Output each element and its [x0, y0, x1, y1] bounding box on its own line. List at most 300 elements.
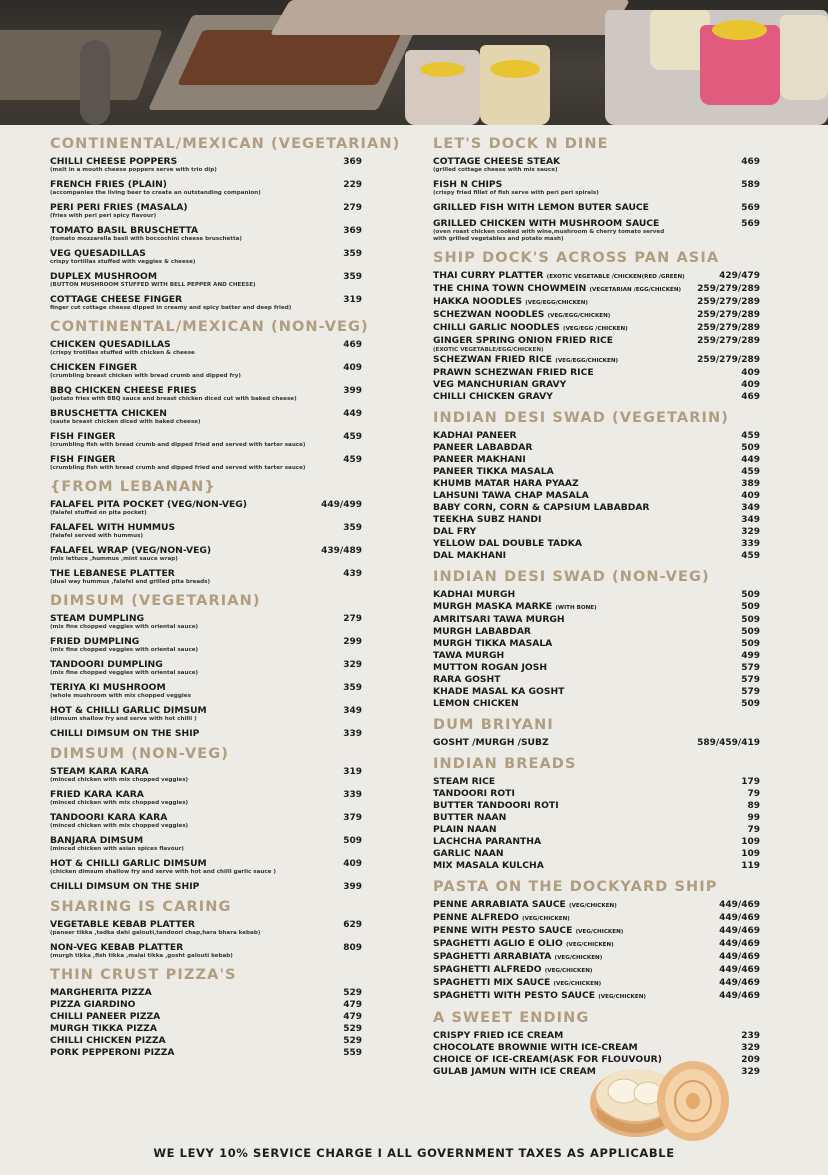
item-name-text: PANEER TIKKA MASALA: [433, 466, 554, 477]
item-name: [50, 454, 115, 465]
item-price: 239: [741, 1031, 760, 1041]
menu-item: [433, 322, 760, 335]
item-price: 439: [343, 569, 362, 579]
item-price: 589: [741, 180, 760, 190]
item-name-text: KHUMB MATAR HARA PYAAZ: [433, 478, 579, 489]
item-name: [50, 522, 175, 533]
item-name: [433, 836, 541, 847]
item-name-text: DAL MAKHANI: [433, 550, 507, 561]
item-name-text: RARA GOSHT: [433, 674, 501, 685]
section-thin-crust-pizza-s: [50, 966, 362, 1059]
item-name: [50, 1035, 166, 1046]
item-name: [50, 385, 197, 396]
item-description: (crumbling fish with bread crumb and dipped fried and served with tarter sauce): [50, 442, 306, 448]
item-name: [433, 1066, 596, 1077]
menu-item: [50, 919, 362, 937]
menu-item: [50, 999, 362, 1011]
menu-item: [50, 705, 362, 723]
menu-item: [50, 789, 362, 807]
item-price: 319: [343, 295, 362, 305]
item-name: [433, 938, 614, 951]
menu-item: [50, 1047, 362, 1059]
item-name-text: CRISPY FRIED ICE CREAM: [433, 1030, 564, 1041]
item-name: [433, 283, 681, 296]
item-name-text: PENNE WITH PESTO SAUCE: [433, 925, 573, 936]
item-name: [50, 248, 146, 259]
menu-item: [433, 367, 760, 379]
menu-item: [50, 987, 362, 999]
menu-item: [50, 1023, 362, 1035]
menu-item: [433, 202, 760, 213]
item-price: 259/279/289: [697, 310, 760, 320]
item-name-text: SPAGHETTI AGLIO E OLIO: [433, 938, 563, 949]
item-name-text: CHOCOLATE BROWNIE WITH ICE-CREAM: [433, 1042, 638, 1053]
item-name-text: SCHEZWAN FRIED RICE: [433, 354, 553, 365]
item-name: [50, 1023, 157, 1034]
item-name: [433, 478, 579, 489]
menu-item: [433, 977, 760, 990]
section-dum-briyani: [433, 716, 760, 749]
item-name-text: THE LEBANESE PLATTER: [50, 568, 175, 579]
item-name-text: FRENCH FRIES (PLAIN): [50, 179, 168, 190]
item-description: (paneer tikka ,tadka dahi galouti,tandoori chap,hara bhara kebab): [50, 930, 261, 936]
item-name-text: DUPLEX MUSHROOM: [50, 271, 157, 282]
menu-item: [433, 638, 760, 650]
menu-item: [433, 354, 760, 367]
item-price: 409: [343, 363, 362, 373]
item-price: 259/279/289: [697, 297, 760, 307]
item-name-text: FALAFEL WRAP (VEG/NON-VEG): [50, 545, 212, 556]
item-name-text: COTTAGE CHEESE STEAK: [433, 156, 561, 167]
item-price: 369: [343, 157, 362, 167]
item-price: 279: [343, 203, 362, 213]
menu-item: [433, 650, 760, 662]
menu-item: [433, 662, 760, 674]
item-name-text: GOSHT /MURGH /SUBZ: [433, 737, 549, 748]
menu-item: [433, 179, 760, 197]
item-description: (dimsum shallow fry and serve with hot chilli ): [50, 716, 197, 722]
item-name: [50, 408, 167, 419]
item-price: 529: [343, 988, 362, 998]
section-title: DUM BRIYANI: [433, 717, 554, 733]
item-name-text: FALAFEL WITH HUMMUS: [50, 522, 176, 533]
item-price: 99: [747, 813, 760, 823]
item-price: 449/469: [719, 978, 760, 988]
menu-item: [433, 812, 760, 824]
item-name-text: TERIYA KI MUSHROOM: [50, 682, 166, 693]
item-name-text: VEGETABLE KEBAB PLATTER: [50, 919, 195, 930]
item-price: 509: [741, 590, 760, 600]
item-price: 459: [741, 551, 760, 561]
item-description: (fries with peri peri spicy flavour): [50, 213, 157, 219]
item-price: 449/469: [719, 939, 760, 949]
item-name: [50, 728, 199, 739]
item-price: 589/459/419: [697, 738, 760, 748]
item-name-text: FISH N CHIPS: [433, 179, 503, 190]
menu-item: [433, 788, 760, 800]
item-name-text: LEMON CHICKEN: [433, 698, 519, 709]
item-name-text: FRIED KARA KARA: [50, 789, 144, 800]
menu-item: [50, 858, 362, 876]
menu-item: [433, 964, 760, 977]
item-name: [433, 638, 552, 649]
item-name-text: PERI PERI FRIES (MASALA): [50, 202, 188, 213]
item-name: [433, 674, 501, 685]
item-description: (BUTTON MUSHROOM STUFFED WITH BELL PEPPER AND CHEESE): [50, 282, 256, 288]
item-name-text: KHADE MASAL KA GOSHT: [433, 686, 565, 697]
menu-item: [433, 538, 760, 550]
menu-item: [50, 1035, 362, 1047]
item-price: 119: [741, 861, 760, 871]
item-variant-tag: (VEG/CHICKEN): [522, 916, 570, 922]
menu-item: [433, 990, 760, 1003]
item-name-text: HOT & CHILLI GARLIC DIMSUM: [50, 705, 207, 716]
item-variant-tag: (EXOTIC VEGETABLE /CHICKEN(RED /GREEN): [546, 274, 685, 280]
item-price: 409: [741, 368, 760, 378]
item-name-text: GULAB JAMUN WITH ICE CREAM: [433, 1066, 596, 1077]
item-price: 509: [741, 602, 760, 612]
item-variant-tag: (VEG/CHICKEN): [575, 929, 624, 935]
item-name-text: CHILLI CHICKEN PIZZA: [50, 1035, 166, 1046]
item-name: [433, 454, 526, 465]
item-description: (mix fine chopped veggies with oriental sauce): [50, 670, 199, 676]
item-name-text: TAWA MURGH: [433, 650, 505, 661]
menu-left-column: [50, 129, 401, 1059]
menu-item: [433, 156, 760, 174]
item-name-text: COTTAGE CHEESE FINGER: [50, 294, 183, 305]
section-title: {FROM LEBANAN}: [50, 479, 216, 495]
section-title: CONTINENTAL/MEXICAN (NON-VEG): [50, 319, 369, 335]
menu-item: [50, 202, 362, 220]
item-price: 349: [741, 515, 760, 525]
item-name: [433, 788, 515, 799]
item-variant-tag: (VEG/CHICKEN): [598, 994, 646, 1000]
item-name: [50, 919, 195, 930]
item-name: [433, 179, 502, 190]
item-price: 469: [343, 340, 362, 350]
section-title: THIN CRUST PIZZA'S: [50, 967, 237, 983]
menu-item: [433, 1030, 760, 1042]
item-price: 259/279/289: [697, 355, 760, 365]
item-name: [433, 526, 476, 537]
item-name-text: BANJARA DIMSUM: [50, 835, 144, 846]
item-name-text: TANDOORI KARA KARA: [50, 812, 168, 823]
item-price: 409: [741, 380, 760, 390]
menu-item: [433, 514, 760, 526]
item-name: [433, 951, 602, 964]
item-price: 559: [343, 1048, 362, 1058]
item-name: [50, 568, 175, 579]
item-name: [50, 179, 167, 190]
item-name-text: YELLOW DAL DOUBLE TADKA: [433, 538, 582, 549]
item-name: [433, 1042, 638, 1053]
hero-photo-buffet: [0, 0, 828, 125]
section-from-lebanan: [50, 478, 362, 586]
menu-item: [50, 881, 362, 892]
section-continental-mexican-vegetarian: [50, 135, 401, 312]
item-price: 509: [343, 836, 362, 846]
item-name: [433, 322, 628, 335]
item-price: 359: [343, 272, 362, 282]
menu-item: [433, 860, 760, 872]
item-name: [50, 987, 152, 998]
item-name: [433, 964, 592, 977]
item-description: (minced chicken with mix chopped veggies): [50, 823, 189, 829]
menu-item: [50, 682, 362, 700]
item-name: [433, 614, 565, 625]
item-name: [50, 789, 144, 800]
item-name-text: MIX MASALA KULCHA: [433, 860, 544, 871]
item-name-text: FISH FINGER: [50, 431, 116, 442]
menu-item: [50, 385, 362, 403]
item-description: (chicken dimsum shallow fry and serve with hot and chilli garlic sauce ): [50, 869, 276, 875]
item-name: [50, 431, 115, 442]
item-name: [50, 225, 198, 236]
item-name: [50, 339, 171, 350]
item-variant-tag: (VEG/EGG /CHICKEN): [563, 326, 628, 332]
item-price: 579: [741, 663, 760, 673]
service-charge-note: WE LEVY 10% SERVICE CHARGE I ALL GOVERNMENT TAXES AS APPLICABLE: [153, 1146, 675, 1160]
item-name-text: KADHAI PANEER: [433, 430, 517, 441]
item-variant-tag: (VEG/EGG/CHICKEN): [525, 300, 588, 306]
item-name: [50, 999, 135, 1010]
menu-item: [433, 218, 760, 243]
menu-item: [433, 848, 760, 860]
item-name: [50, 812, 167, 823]
item-price: 509: [741, 627, 760, 637]
menu-item: [433, 737, 760, 749]
item-name: [50, 1047, 174, 1058]
item-name: [433, 626, 531, 637]
item-name-text: NON-VEG KEBAB PLATTER: [50, 942, 184, 953]
item-variant-tag: (VEG/EGG/CHICKEN): [555, 358, 619, 364]
item-name-text: STEAM DUMPLING: [50, 613, 145, 624]
item-name: [433, 296, 588, 309]
menu-item: [433, 951, 760, 964]
section-pasta-on-the-dockyard-ship: [433, 878, 760, 1003]
item-variant-tag: (VEG/CHICKEN): [544, 968, 593, 974]
item-name: [433, 514, 541, 525]
section-dimsum-non-veg: [50, 745, 362, 892]
item-price: 329: [741, 1067, 760, 1077]
item-price: 409: [343, 859, 362, 869]
menu-item: [50, 362, 362, 380]
item-name: [50, 362, 137, 373]
menu-item: [433, 335, 760, 354]
section-sharing-is-caring: [50, 898, 362, 960]
item-name-text: CHILLI DIMSUM ON THE SHIP: [50, 728, 200, 739]
section-dimsum-vegetarian: [50, 592, 362, 739]
item-name: [50, 858, 207, 869]
item-price: 359: [343, 523, 362, 533]
item-variant-tag: (VEG/EGG/CHICKEN): [547, 313, 611, 319]
item-name-text: LAHSUNI TAWA CHAP MASALA: [433, 490, 589, 501]
section-title: INDIAN DESI SWAD (VEGETARIN): [433, 410, 729, 426]
item-price: 459: [343, 455, 362, 465]
section-indian-breads: [433, 755, 760, 872]
section-ship-dock-s-across-pan-asia: [433, 249, 760, 403]
item-name-text: MURGH MASKA MARKE: [433, 601, 553, 612]
item-name: [433, 848, 504, 859]
menu-item: [50, 431, 362, 449]
item-name-text: BUTTER NAAN: [433, 812, 507, 823]
menu-item: [433, 626, 760, 638]
menu-item: [433, 925, 760, 938]
item-price: 389: [741, 479, 760, 489]
menu-item: [50, 613, 362, 631]
section-title: CONTINENTAL/MEXICAN (VEGETARIAN): [50, 136, 401, 152]
menu-item: [433, 601, 760, 614]
item-name: [50, 294, 182, 305]
item-price: 449/469: [719, 926, 760, 936]
item-name: [50, 202, 188, 213]
item-description: (murgh tikka ,fish tikka ,malai tikka ,gosht galouti kebab): [50, 953, 233, 959]
item-price: 509: [741, 639, 760, 649]
item-name-text: TOMATO BASIL BRUSCHETTA: [50, 225, 199, 236]
section-indian-desi-swad-vegetarin: [433, 409, 760, 562]
menu-item: [50, 568, 362, 586]
item-variant-tag: (VEGETARIAN /EGG/CHICKEN): [589, 287, 682, 293]
item-price: 79: [747, 789, 760, 799]
item-description: (crispy fried fillet of fish serve with peri peri spirals): [433, 190, 599, 196]
menu-item: [433, 270, 760, 283]
item-name-text: TANDOORI ROTI: [433, 788, 515, 799]
item-price: 809: [343, 943, 362, 953]
item-name: [433, 589, 515, 600]
item-name: [433, 391, 553, 402]
item-name: [50, 942, 183, 953]
item-name-text: CHICKEN QUESADILLAS: [50, 339, 171, 350]
menu-item: [50, 225, 362, 243]
menu-item: [433, 296, 760, 309]
item-description: (crumbling fish with bread crumb and dipped fried and served with tarter sauce): [50, 465, 306, 471]
item-price: 409: [741, 491, 760, 501]
menu-item: [433, 309, 760, 322]
menu-item: [50, 499, 362, 517]
item-name-text: VEG QUESADILLAS: [50, 248, 146, 259]
item-description: (mix fine chopped veggies with oriental sauce): [50, 624, 199, 630]
menu-item: [433, 938, 760, 951]
item-price: 449/499: [321, 500, 362, 510]
section-title: DIMSUM (VEGETARIAN): [50, 593, 261, 609]
item-price: 329: [343, 660, 362, 670]
item-name: [433, 502, 650, 513]
item-price: 509: [741, 699, 760, 709]
item-price: 259/279/289: [697, 284, 760, 294]
item-name: [433, 379, 566, 390]
item-name-text: PORK PEPPERONI PIZZA: [50, 1047, 175, 1058]
item-price: 499: [741, 651, 760, 661]
item-name-text: CHICKEN FINGER: [50, 362, 138, 373]
item-name-text: MURGH TIKKA MASALA: [433, 638, 553, 649]
item-price: 449/469: [719, 913, 760, 923]
item-price: 569: [741, 219, 760, 229]
item-name-text: SPAGHETTI ARRABIATA: [433, 951, 552, 962]
item-name-text: HAKKA NOODLES: [433, 296, 523, 307]
menu-item: [433, 442, 760, 454]
item-price: 209: [741, 1055, 760, 1065]
item-name-text: KADHAI MURGH: [433, 589, 516, 600]
item-price: 109: [741, 837, 760, 847]
item-name: [50, 881, 199, 892]
item-price: 339: [343, 790, 362, 800]
item-price: 299: [343, 637, 362, 647]
item-price: 629: [343, 920, 362, 930]
item-name-text: CHILLI PANEER PIZZA: [50, 1011, 161, 1022]
menu-item: [433, 899, 760, 912]
item-name-text: HOT & CHILLI GARLIC DIMSUM: [50, 858, 207, 869]
item-name: [50, 271, 157, 282]
item-name-text: STEAM RICE: [433, 776, 496, 787]
item-name: [50, 156, 177, 167]
item-name-text: VEG MANCHURIAN GRAVY: [433, 379, 567, 390]
item-name: [50, 682, 166, 693]
item-name: [50, 659, 163, 670]
item-description: with grilled vegetables and potato mash): [433, 236, 564, 242]
item-name: [433, 990, 646, 1003]
item-name: [433, 490, 589, 501]
menu-item: [50, 812, 362, 830]
menu-item: [433, 454, 760, 466]
item-name: [50, 499, 247, 510]
item-description: (falafel stuffed on pita pocket): [50, 510, 147, 516]
item-name: [433, 550, 506, 561]
item-description: (tomato mozzarella basil with boccochini cheese bruschetta): [50, 236, 242, 242]
item-name: [433, 737, 549, 748]
item-price: 449/469: [719, 991, 760, 1001]
item-description: (saute breast chicken diced with baked cheese): [50, 419, 201, 425]
item-name: [433, 270, 685, 283]
item-name-text: STEAM KARA KARA: [50, 766, 149, 777]
menu-item: [433, 674, 760, 686]
item-description: (mix lettuce ,hummus ,mint sauce wrap): [50, 556, 178, 562]
item-name-text: MURGH LABABDAR: [433, 626, 531, 637]
menu-item: [433, 912, 760, 925]
item-name-text: MURGH TIKKA PIZZA: [50, 1023, 157, 1034]
item-description: (minced chicken with mix chopped veggies): [50, 800, 189, 806]
item-name-text: PANEER MAKHANI: [433, 454, 526, 465]
menu-item: [433, 550, 760, 562]
menu-item: [50, 659, 362, 677]
item-name: [50, 705, 207, 716]
item-name: [433, 466, 554, 477]
item-price: 449/469: [719, 900, 760, 910]
item-price: 529: [343, 1036, 362, 1046]
item-name: [433, 538, 582, 549]
menu-item: [50, 522, 362, 540]
menu-item: [433, 686, 760, 698]
section-indian-desi-swad-non-veg: [433, 568, 760, 710]
item-name: [50, 835, 143, 846]
section-title: LET'S DOCK N DINE: [433, 136, 609, 152]
item-description: (crumbling breast chicken with bread crumb and dipped fry): [50, 373, 241, 379]
item-name: [433, 367, 594, 378]
item-description: (accompanies the living beer to create an outstanding companion): [50, 190, 261, 196]
section-title: INDIAN BREADS: [433, 756, 577, 772]
item-description: crispy tortillas stuffed with veggies & cheese): [50, 259, 196, 265]
item-price: 259/279/289: [697, 323, 760, 333]
menu-item: [433, 430, 760, 442]
item-name-text: THAI CURRY PLATTER: [433, 270, 544, 281]
item-name-text: CHILLI GARLIC NOODLES: [433, 322, 560, 333]
item-variant-tag: (VEG/CHICKEN): [569, 903, 617, 909]
item-name: [433, 1030, 563, 1041]
menu-item: [50, 766, 362, 784]
item-name: [433, 662, 547, 673]
item-name-text: PIZZA GIARDINO: [50, 999, 136, 1010]
item-name: [433, 860, 544, 871]
item-name-text: DAL FRY: [433, 526, 477, 537]
